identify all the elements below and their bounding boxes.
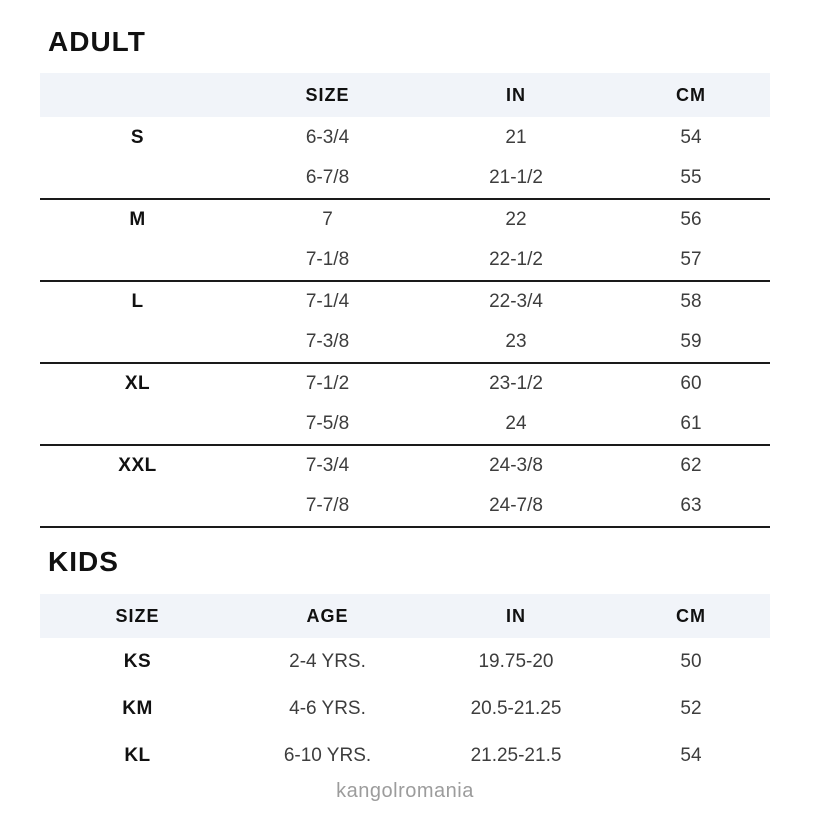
table-cell: 62 bbox=[680, 455, 702, 476]
table-row bbox=[40, 322, 770, 363]
adult-size-group-l bbox=[40, 281, 770, 363]
table-cell: 7-3/4 bbox=[305, 455, 350, 476]
table-cell: 7-7/8 bbox=[305, 495, 350, 516]
table-cell: 50 bbox=[680, 650, 702, 672]
size-label: M bbox=[129, 209, 146, 230]
column-header-in: IN bbox=[420, 73, 612, 117]
table-cell: 24 bbox=[505, 413, 527, 434]
table-cell: 61 bbox=[680, 413, 702, 434]
table-cell: 6-3/4 bbox=[305, 126, 350, 148]
table-cell: 19.75-20 bbox=[478, 650, 554, 672]
adult-size-group-xxl bbox=[40, 445, 770, 527]
column-header-size: SIZE bbox=[40, 594, 235, 638]
size-label-empty bbox=[40, 240, 235, 281]
table-row bbox=[40, 158, 770, 199]
column-header-size: SIZE bbox=[235, 73, 420, 117]
table-row bbox=[40, 486, 770, 527]
size-label-empty bbox=[40, 486, 235, 527]
table-cell: 59 bbox=[680, 331, 702, 352]
size-label-empty bbox=[40, 322, 235, 363]
table-cell: 21-1/2 bbox=[489, 167, 543, 188]
table-cell: 55 bbox=[680, 167, 702, 188]
size-label: KS bbox=[123, 650, 152, 672]
adult-table-header bbox=[40, 73, 770, 117]
size-label: L bbox=[131, 291, 144, 312]
table-row bbox=[40, 685, 770, 732]
header-row bbox=[40, 73, 770, 117]
table-row bbox=[40, 445, 770, 486]
table-row bbox=[40, 732, 770, 779]
kids-table-body bbox=[40, 638, 770, 779]
table-row bbox=[40, 363, 770, 404]
table-cell: 22 bbox=[505, 209, 527, 230]
table-cell: 6-7/8 bbox=[305, 167, 350, 188]
size-label: KM bbox=[122, 697, 153, 719]
table-cell: 23-1/2 bbox=[489, 373, 543, 394]
table-row bbox=[40, 240, 770, 281]
size-label: S bbox=[130, 126, 145, 148]
header-row bbox=[40, 594, 770, 638]
adult-size-table bbox=[40, 73, 770, 528]
table-row bbox=[40, 199, 770, 240]
table-cell: 7-3/8 bbox=[305, 331, 350, 352]
size-label-empty bbox=[40, 158, 235, 199]
table-cell: 24-7/8 bbox=[489, 495, 543, 516]
table-cell: 22-3/4 bbox=[489, 291, 543, 312]
table-cell: 7 bbox=[322, 209, 333, 230]
adult-size-group-xl bbox=[40, 363, 770, 445]
kids-section-title: KIDS bbox=[48, 546, 119, 577]
table-cell: 7-1/8 bbox=[305, 249, 350, 270]
size-label: XXL bbox=[118, 455, 157, 476]
table-cell: 22-1/2 bbox=[489, 249, 543, 270]
table-row bbox=[40, 404, 770, 445]
table-cell: 58 bbox=[680, 291, 702, 312]
adult-size-group-s bbox=[40, 117, 770, 199]
table-cell: 54 bbox=[680, 744, 702, 766]
table-cell: 20.5-21.25 bbox=[470, 697, 562, 719]
column-header-age: AGE bbox=[235, 594, 420, 638]
table-cell: 4-6 YRS. bbox=[289, 697, 366, 719]
size-label: KL bbox=[124, 744, 151, 766]
table-cell: 21.25-21.5 bbox=[470, 744, 562, 766]
column-header-cm: CM bbox=[612, 594, 770, 638]
table-row bbox=[40, 638, 770, 685]
column-header-in: IN bbox=[420, 594, 612, 638]
table-cell: 6-10 YRS. bbox=[283, 744, 372, 766]
table-row bbox=[40, 117, 770, 158]
table-cell: 57 bbox=[680, 249, 702, 270]
watermark-text: kangolromania bbox=[336, 780, 474, 802]
table-cell: 56 bbox=[680, 209, 702, 230]
table-cell: 54 bbox=[680, 126, 702, 148]
table-cell: 23 bbox=[505, 331, 527, 352]
table-cell: 7-1/2 bbox=[305, 373, 350, 394]
column-header-blank bbox=[40, 73, 235, 117]
kids-size-table bbox=[40, 594, 770, 779]
column-header-cm: CM bbox=[612, 73, 770, 117]
table-cell: 52 bbox=[680, 697, 702, 719]
kids-table-header bbox=[40, 594, 770, 638]
size-label-empty bbox=[40, 404, 235, 445]
table-cell: 24-3/8 bbox=[489, 455, 543, 476]
adult-size-group-m bbox=[40, 199, 770, 281]
table-cell: 63 bbox=[680, 495, 702, 516]
table-cell: 7-5/8 bbox=[305, 413, 350, 434]
size-label: XL bbox=[124, 373, 151, 394]
table-cell: 60 bbox=[680, 373, 702, 394]
table-cell: 7-1/4 bbox=[305, 291, 350, 312]
table-row bbox=[40, 281, 770, 322]
table-cell: 21 bbox=[505, 126, 527, 148]
table-cell: 2-4 YRS. bbox=[289, 650, 366, 672]
adult-section-title: ADULT bbox=[48, 26, 146, 57]
